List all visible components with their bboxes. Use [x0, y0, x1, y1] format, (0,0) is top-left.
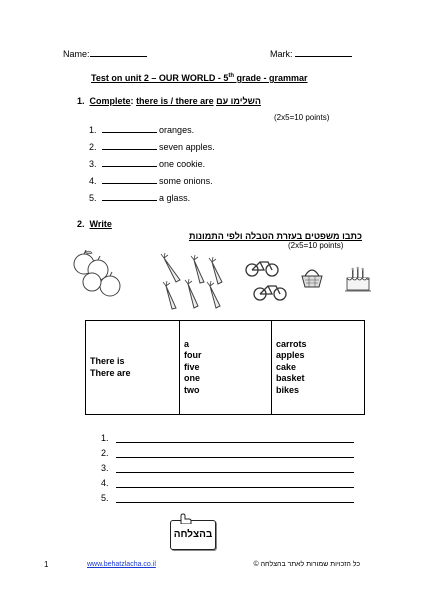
name-label: Name:	[63, 49, 90, 59]
logo-text: בהצלחה	[173, 529, 213, 540]
list-item: 2. seven apples.	[89, 142, 215, 152]
page-title: Test on unit 2 – OUR WORLD - 5th grade - grammar	[91, 73, 308, 83]
list-item: 5. a glass.	[89, 193, 191, 203]
list-item: 4. some onions.	[89, 176, 213, 186]
answer-blank[interactable]	[102, 174, 157, 184]
line-number: 3.	[101, 463, 109, 473]
table-cell-noun: carrots apples cake basket bikes	[272, 321, 365, 415]
writing-line[interactable]	[116, 442, 354, 443]
line-number: 4.	[101, 478, 109, 488]
section1-heading: 1. Complete: there is / there are השלימו עם	[77, 96, 261, 106]
section2-heading: 2. Write	[77, 219, 112, 229]
writing-line[interactable]	[116, 472, 354, 473]
section1-points: (2x5=10 points)	[274, 113, 330, 122]
list-item: 3. one cookie.	[89, 159, 206, 169]
answer-blank[interactable]	[102, 157, 157, 167]
table-cell-quantity: a four five one two	[180, 321, 272, 415]
name-blank[interactable]	[90, 47, 147, 57]
mark-label: Mark:	[270, 49, 293, 59]
list-item: 1. oranges.	[89, 125, 195, 135]
section2-instruction: כתבו משפטים בעזרת הטבלה ולפי התמונות	[188, 231, 362, 241]
website-link[interactable]: www.behatzlacha.co.il	[87, 561, 156, 568]
answer-blank[interactable]	[102, 191, 157, 201]
writing-line[interactable]	[116, 487, 354, 488]
apples-icon	[70, 248, 126, 304]
mark-blank[interactable]	[295, 47, 352, 57]
answer-blank[interactable]	[102, 140, 157, 150]
line-number: 1.	[101, 433, 109, 443]
line-number: 5.	[101, 493, 109, 503]
answer-blank[interactable]	[102, 123, 157, 133]
line-number: 2.	[101, 448, 109, 458]
copyright-text: כל הזכויות שמורות לאתר בהצלחה ©	[253, 561, 360, 568]
carrots-icon	[158, 252, 236, 312]
section2-points: (2x5=10 points)	[288, 241, 344, 250]
page-number: 1	[44, 560, 49, 569]
bikes-icon	[244, 258, 288, 304]
logo-badge	[170, 520, 216, 550]
name-field	[63, 47, 147, 60]
basket-icon	[300, 266, 324, 290]
writing-line[interactable]	[116, 502, 354, 503]
cake-icon	[344, 264, 372, 294]
hand-icon	[178, 512, 192, 524]
word-table	[85, 320, 365, 415]
mark-field	[270, 47, 352, 60]
writing-line[interactable]	[116, 457, 354, 458]
table-cell-subject: There is There are	[86, 321, 180, 415]
